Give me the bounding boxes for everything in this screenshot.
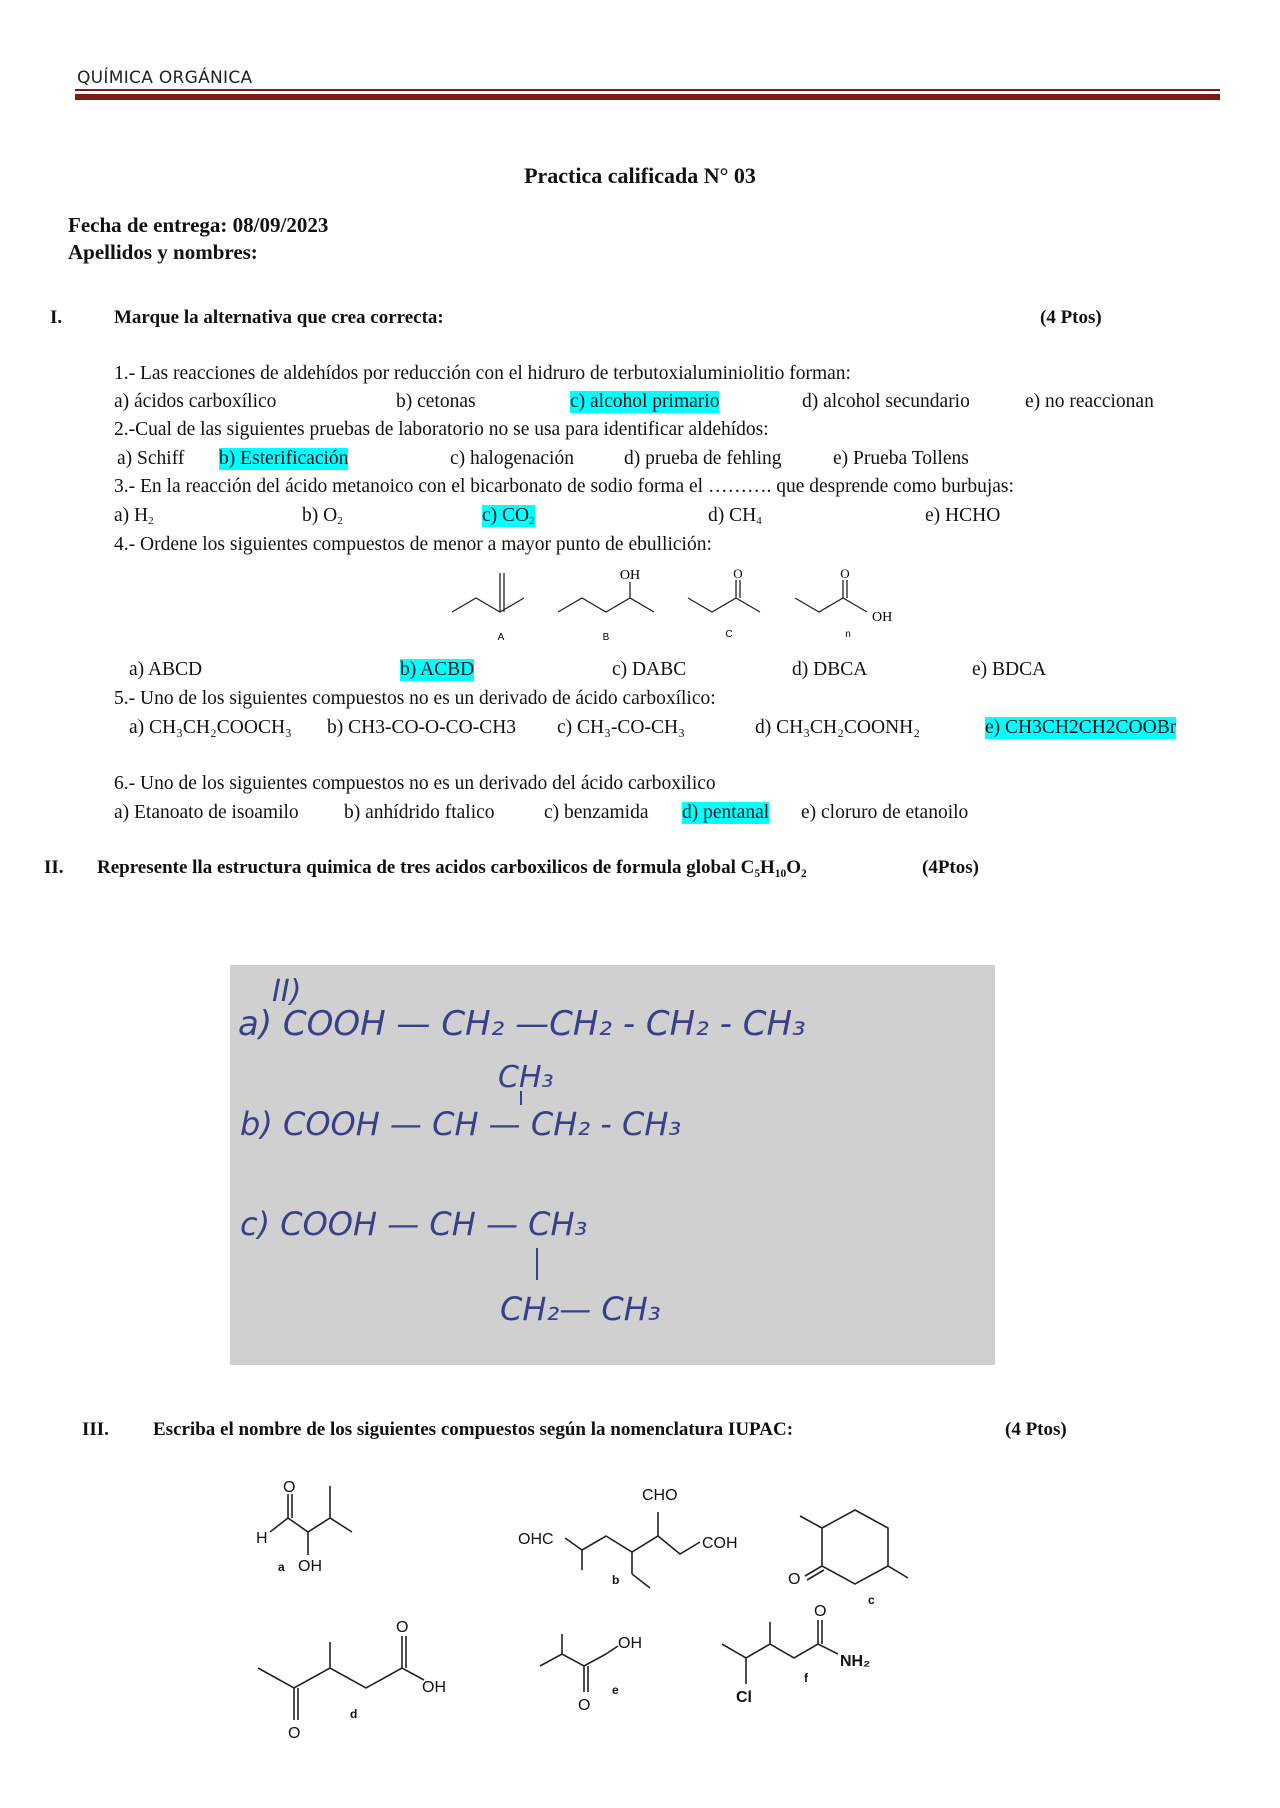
- q5-option-c[interactable]: c) CH₃-CO-CH₃: [557, 717, 685, 738]
- d-o-top: O: [396, 1619, 409, 1636]
- label-d: n: [845, 629, 851, 640]
- q6-option-e[interactable]: e) cloruro de etanoilo: [801, 802, 969, 823]
- structure-a: [452, 573, 524, 612]
- q1-option-d[interactable]: d) alcohol secundario: [802, 391, 970, 412]
- q4-option-c[interactable]: c) DABC: [612, 659, 687, 680]
- f-nh2: NH₂: [840, 1653, 871, 1670]
- section2-points: (4Ptos): [922, 857, 979, 878]
- b-oh: OH: [619, 568, 641, 583]
- q4-option-b-selected[interactable]: b) ACBD: [400, 659, 475, 680]
- a-oh: OH: [298, 1558, 322, 1575]
- q3-option-b-sub: 2: [337, 515, 343, 527]
- q3-option-b-text: b) O: [302, 505, 338, 526]
- hw-line-c: c) COOH — CH — CH₃: [240, 1205, 588, 1243]
- c-o: O: [733, 566, 743, 581]
- f-o: O: [814, 1603, 827, 1620]
- student-name-label: Apellidos y nombres:: [68, 240, 258, 264]
- q3-option-c-text: c) CO: [482, 505, 530, 526]
- header-rule-thick: [75, 94, 1220, 100]
- q5-option-d[interactable]: d) CH₃CH₂COONH₂: [755, 717, 921, 738]
- label-b: B: [602, 632, 610, 643]
- q3-option-a-sub: 2: [148, 515, 154, 527]
- q1-option-c-selected[interactable]: c) alcohol primario: [570, 391, 720, 412]
- compound-a-bonds: [270, 1486, 352, 1555]
- q3-option-d-sub: 4: [756, 515, 762, 527]
- label-a: A: [497, 632, 505, 643]
- structure-c: [688, 580, 760, 612]
- hw-line-b: b) COOH — CH — CH₂ - CH₃: [240, 1105, 682, 1143]
- q4-option-e[interactable]: e) BDCA: [972, 659, 1047, 680]
- a-label: a: [278, 1560, 285, 1574]
- question-6-stem: 6.- Uno de los siguientes compuestos no es un derivado del ácido carboxilico: [114, 773, 716, 794]
- page-title: Practica calificada N° 03: [524, 163, 756, 188]
- hw-heading: II): [272, 974, 302, 1009]
- question-2-stem: 2.-Cual de las siguientes pruebas de laboratorio no se usa para identificar aldehídos:: [114, 419, 769, 440]
- q3-option-a[interactable]: [114, 505, 154, 527]
- q3-option-a-text: a) H: [114, 505, 149, 526]
- section1-title: Marque la alternativa que crea correcta:: [114, 307, 444, 328]
- section3-title: Escriba el nombre de los siguientes compuestos según la nomenclatura IUPAC:: [153, 1419, 794, 1440]
- q4-structures: [440, 565, 920, 645]
- section1-number: I.: [50, 307, 63, 328]
- section3-number: III.: [82, 1419, 109, 1440]
- structure-b: [558, 582, 654, 612]
- e-oh: OH: [618, 1635, 642, 1652]
- c-label: c: [868, 1593, 875, 1607]
- f-label: f: [804, 1671, 808, 1685]
- q6-option-a[interactable]: a) Etanoato de isoamilo: [114, 802, 299, 823]
- q1-option-b[interactable]: b) cetonas: [396, 391, 476, 412]
- q3-option-d[interactable]: [708, 505, 762, 527]
- label-c: C: [725, 629, 733, 640]
- compound-f-bonds: [722, 1620, 838, 1684]
- q3-option-e[interactable]: e) HCHO: [925, 505, 1001, 526]
- hw-line-a: a) COOH — CH₂ —CH₂ - CH₂ - CH₃: [238, 1004, 806, 1044]
- q4-option-d[interactable]: d) DBCA: [792, 659, 868, 680]
- c-o: O: [788, 1571, 801, 1588]
- handwritten-answer-photo: [230, 965, 995, 1365]
- question-3-stem: 3.- En la reacción del ácido metanoico con el bicarbonato de sodio forma el ………. que desprende como burbujas:: [114, 476, 1014, 497]
- question-5-stem: 5.- Uno de los siguientes compuestos no es un derivado de ácido carboxílico:: [114, 688, 716, 709]
- b-cho: CHO: [642, 1487, 678, 1504]
- q6-option-d-selected[interactable]: d) pentanal: [682, 802, 770, 823]
- a-o: O: [283, 1479, 296, 1496]
- hw-line-b-branch: CH₃: [498, 1060, 554, 1095]
- d-label: d: [350, 1707, 358, 1721]
- q6-option-b[interactable]: b) anhídrido ftalico: [344, 802, 495, 823]
- compound-e-bonds: [540, 1634, 618, 1692]
- q2-option-d[interactable]: d) prueba de fehling: [624, 448, 782, 469]
- section3-points: (4 Ptos): [1005, 1419, 1067, 1440]
- compound-b-bonds: [565, 1512, 700, 1588]
- a-h: H: [256, 1530, 268, 1547]
- question-1-stem: 1.- Las reacciones de aldehídos por reducción con el hidruro de terbutoxialuminiolitio forman:: [114, 363, 851, 384]
- hw-line-c-branch: CH₂— CH₃: [500, 1290, 661, 1328]
- q3-option-b[interactable]: [302, 505, 343, 527]
- e-o: O: [578, 1697, 591, 1714]
- compound-d-bonds: [258, 1636, 424, 1720]
- section2-number: II.: [44, 857, 64, 878]
- q3-option-c-sub: 2: [529, 515, 535, 527]
- due-date: Fecha de entrega: 08/09/2023: [68, 213, 329, 237]
- handwritten-answer-drawing: [230, 965, 995, 1365]
- structure-d: [795, 580, 867, 612]
- compound-c-bonds: [800, 1510, 908, 1584]
- b-label: b: [612, 1573, 620, 1587]
- header-rule-thin: [75, 89, 1220, 91]
- d-oh: OH: [422, 1679, 446, 1696]
- d-o-bottom: O: [288, 1725, 301, 1742]
- b-ohc: OHC: [518, 1531, 554, 1548]
- q2-option-a[interactable]: a) Schiff: [117, 448, 185, 469]
- q5-option-a[interactable]: a) CH₃CH₂COOCH₃: [129, 717, 292, 738]
- q1-option-a[interactable]: a) ácidos carboxílico: [114, 391, 277, 412]
- question-4-stem: 4.- Ordene los siguientes compuestos de menor a mayor punto de ebullición:: [114, 534, 712, 555]
- q6-option-c[interactable]: c) benzamida: [544, 802, 649, 823]
- q2-option-c[interactable]: c) halogenación: [450, 448, 574, 469]
- q2-option-b-selected[interactable]: b) Esterificación: [219, 448, 349, 469]
- q2-option-e[interactable]: e) Prueba Tollens: [833, 448, 969, 469]
- q5-option-e-selected[interactable]: e) CH3CH2CH2COOBr: [985, 717, 1177, 738]
- d-oh: OH: [872, 610, 893, 625]
- f-cl: Cl: [736, 1689, 752, 1706]
- iupac-structures: [240, 1470, 1020, 1790]
- q3-option-c-selected[interactable]: [482, 505, 535, 527]
- b-coh: COH: [702, 1535, 738, 1552]
- q3-option-d-text: d) CH: [708, 505, 757, 526]
- course-header: QUÍMICA ORGÁNICA: [77, 68, 253, 88]
- section2-title: Represente lla estructura quimica de tres acidos carboxilicos de formula global C₅H₁₀O₂: [97, 857, 807, 878]
- d-o: O: [840, 566, 850, 581]
- section1-points: (4 Ptos): [1040, 307, 1102, 328]
- q4-option-a[interactable]: a) ABCD: [129, 659, 203, 680]
- q5-option-b[interactable]: b) CH3-CO-O-CO-CH3: [327, 717, 517, 738]
- e-label: e: [612, 1683, 619, 1697]
- q1-option-e[interactable]: e) no reaccionan: [1025, 391, 1154, 412]
